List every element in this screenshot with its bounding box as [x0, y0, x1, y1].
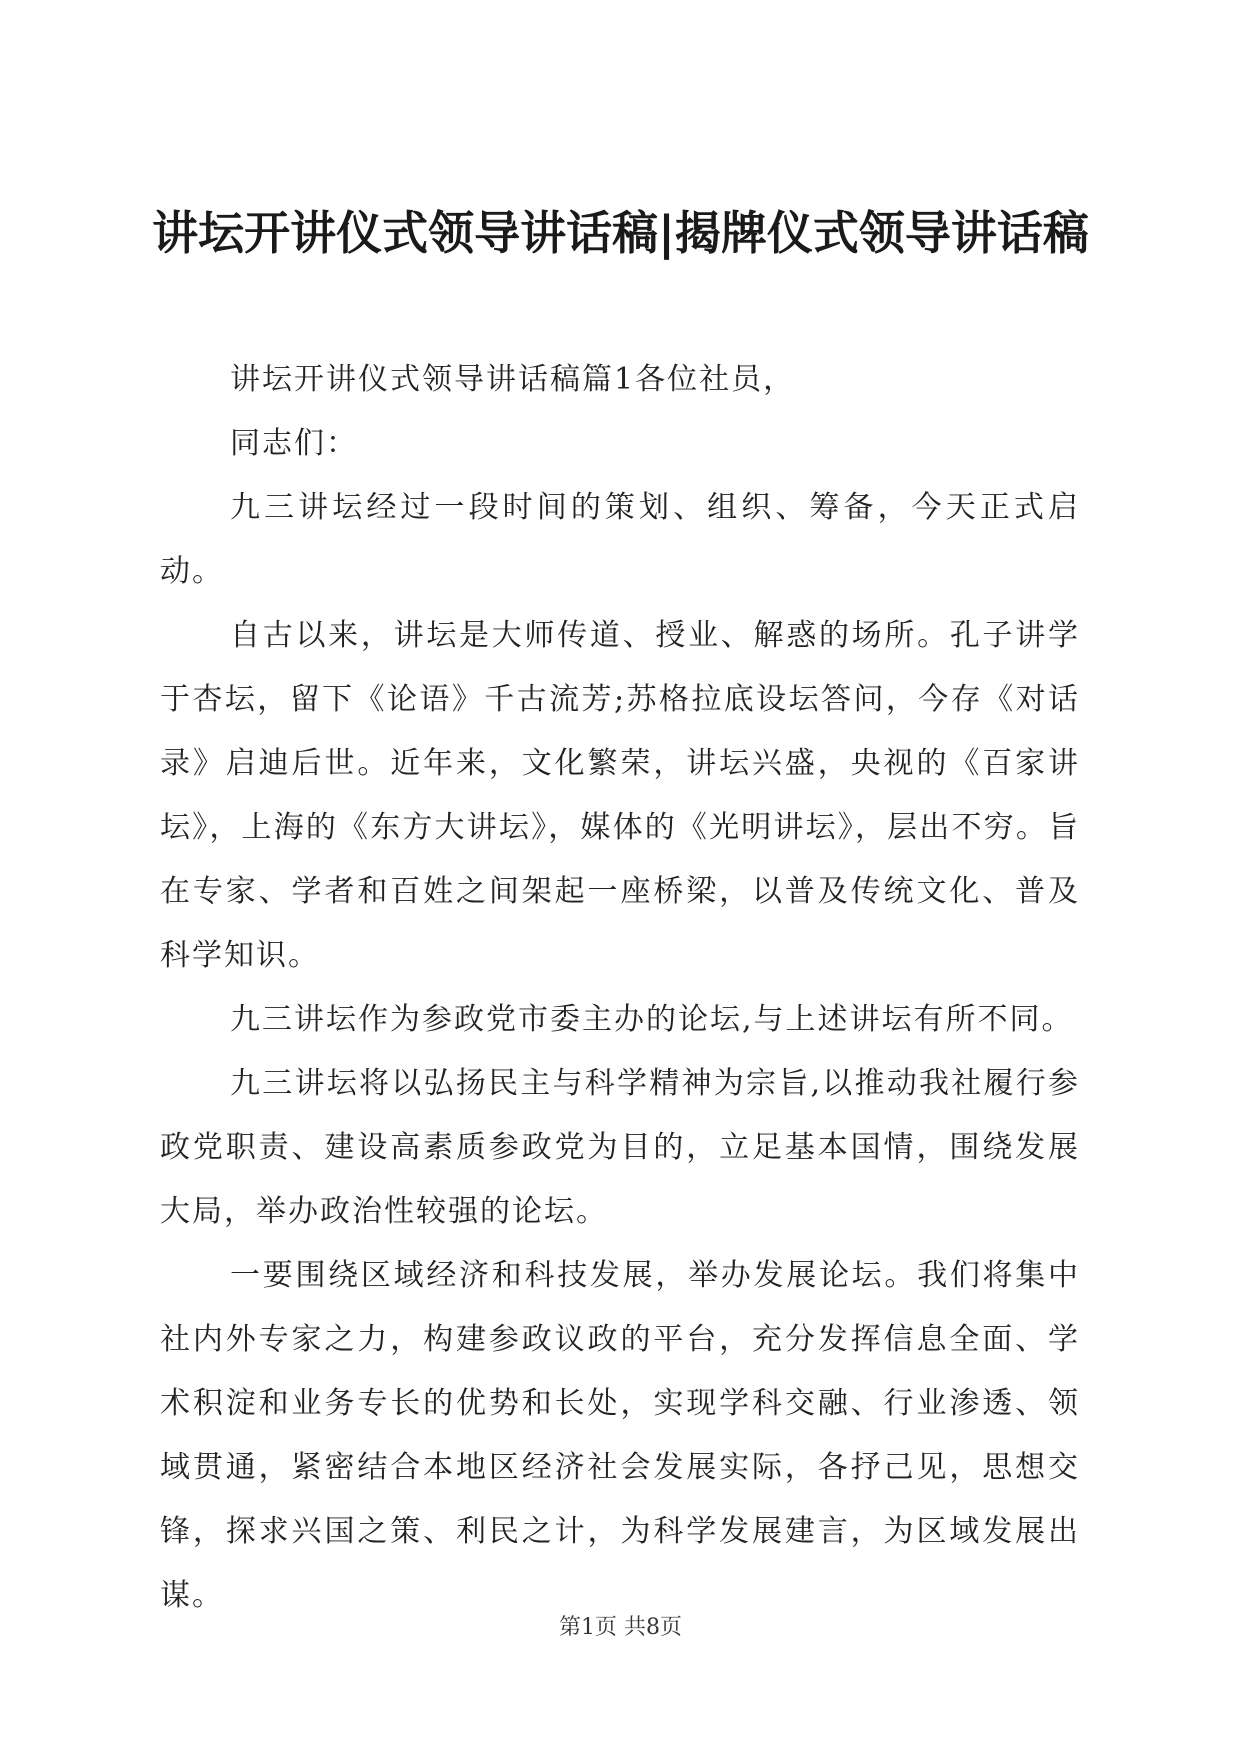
document-title: 讲坛开讲仪式领导讲话稿|揭牌仪式领导讲话稿 [152, 206, 1089, 260]
paragraph: 九三讲坛将以弘扬民主与科学精神为宗旨,以推动我社履行参政党职责、建设高素质参政党为目的，立足基本国情，围绕发展大局，举办政治性较强的论坛。 [160, 1066, 1080, 1229]
paragraph: 同志们： [230, 426, 358, 461]
page-footer: 第1页 共8页 [559, 1615, 682, 1640]
document-body [160, 348, 1080, 1628]
paragraph: 讲坛开讲仪式领导讲话稿篇1各位社员， [230, 362, 796, 397]
paragraph: 一要围绕区域经济和科技发展，举办发展论坛。我们将集中社内外专家之力，构建参政议政的平台，充分发挥信息全面、学术积淀和业务专长的优势和长处，实现学科交融、行业渗透、领域贯通，紧密结合本地区经济社会发展实际，各抒己见，思想交锋，探求兴国之策、利民之计，为科学发展建言，为区域发展出谋。 [160, 1258, 1080, 1613]
paragraph: 自古以来，讲坛是大师传道、授业、解惑的场所。孔子讲学于杏坛，留下《论语》千古流芳;苏格拉底设坛答问，今存《对话录》启迪后世。近年来，文化繁荣，讲坛兴盛，央视的《百家讲坛》，上海的《东方大讲坛》，媒体的《光明讲坛》，层出不穷。旨在专家、学者和百姓之间架起一座桥梁，以普及传统文化、普及科学知识。 [160, 618, 1080, 973]
paragraph: 九三讲坛经过一段时间的策划、组织、筹备，今天正式启动。 [160, 490, 1080, 589]
paragraph: 九三讲坛作为参政党市委主办的论坛,与上述讲坛有所不同。 [230, 1002, 1074, 1037]
